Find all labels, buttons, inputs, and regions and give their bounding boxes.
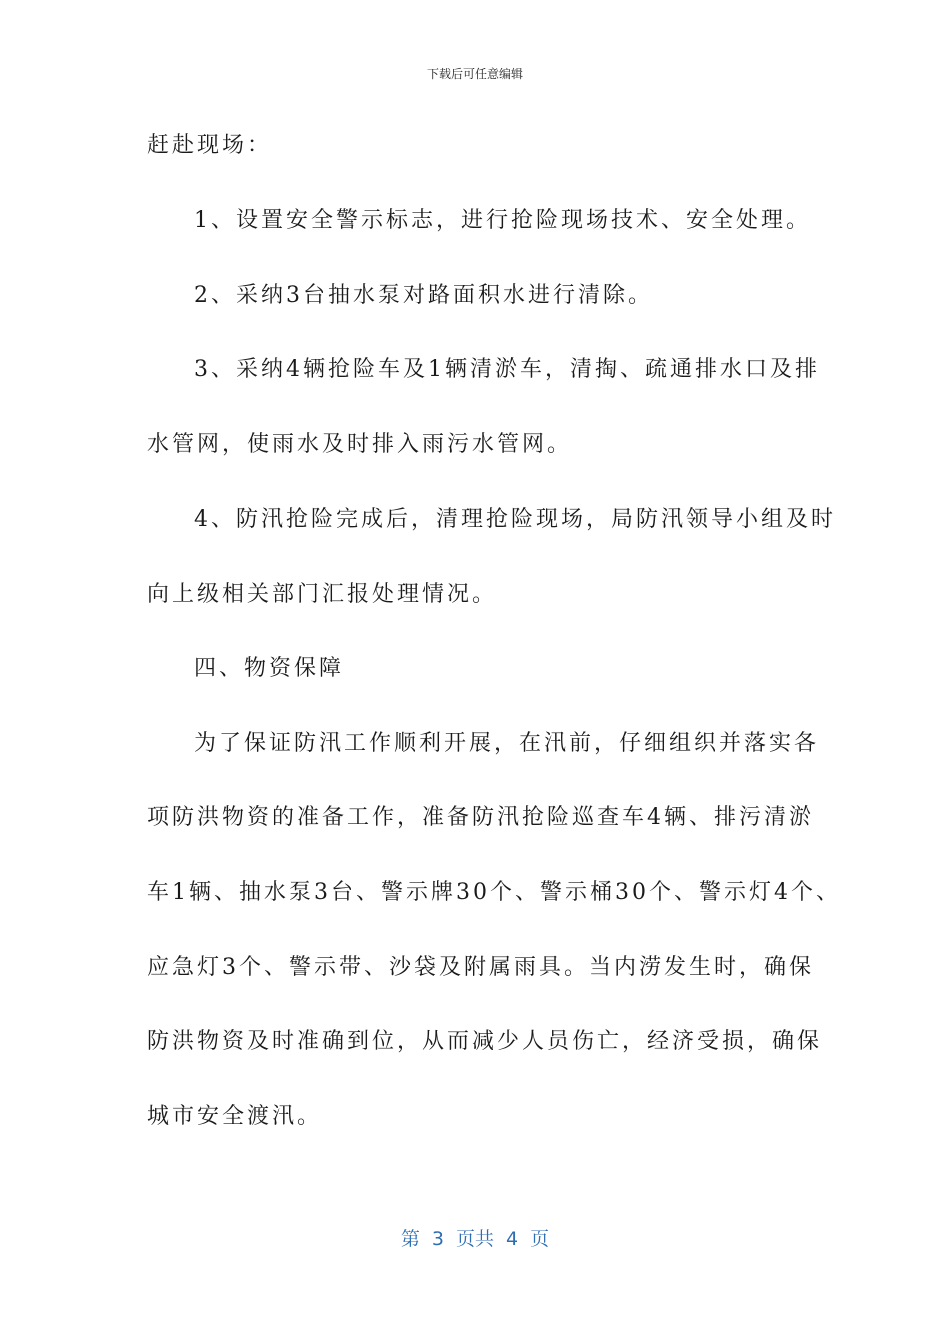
paragraph-line: 水管网，使雨水及时排入雨污水管网。 <box>147 432 573 457</box>
section-heading: 四、物资保障 <box>194 656 345 681</box>
paragraph-line: 防洪物资及时准确到位，从而减少人员伤亡，经济受损，确保 <box>147 1029 823 1054</box>
paragraph-line: 城市安全渡汛。 <box>147 1104 323 1129</box>
paragraph-line: 应急灯3个、警示带、沙袋及附属雨具。当内涝发生时，确保 <box>147 955 814 980</box>
paragraph-line: 车1辆、抽水泵3台、警示牌30个、警示桶30个、警示灯4个、 <box>147 880 841 905</box>
paragraph-line: 赶赴现场： <box>147 133 273 158</box>
paragraph-line: 2、采纳3台抽水泵对路面积水进行清除。 <box>194 283 653 308</box>
paragraph-line: 3、采纳4辆抢险车及1辆清淤车，清掏、疏通排水口及排 <box>194 357 820 382</box>
paragraph-line: 为了保证防汛工作顺利开展，在汛前，仔细组织并落实各 <box>194 731 820 756</box>
paragraph-line: 4、防汛抢险完成后，清理抢险现场，局防汛领导小组及时 <box>194 507 836 532</box>
paragraph-line: 1、设置安全警示标志，进行抢险现场技术、安全处理。 <box>194 208 811 233</box>
paragraph-line: 项防洪物资的准备工作，准备防汛抢险巡查车4辆、排污清淤 <box>147 805 814 830</box>
page-number: 第 3 页共 4 页 <box>400 1228 550 1250</box>
paragraph-line: 向上级相关部门汇报处理情况。 <box>147 582 498 607</box>
page-header-note: 下载后可任意编辑 <box>426 67 523 81</box>
